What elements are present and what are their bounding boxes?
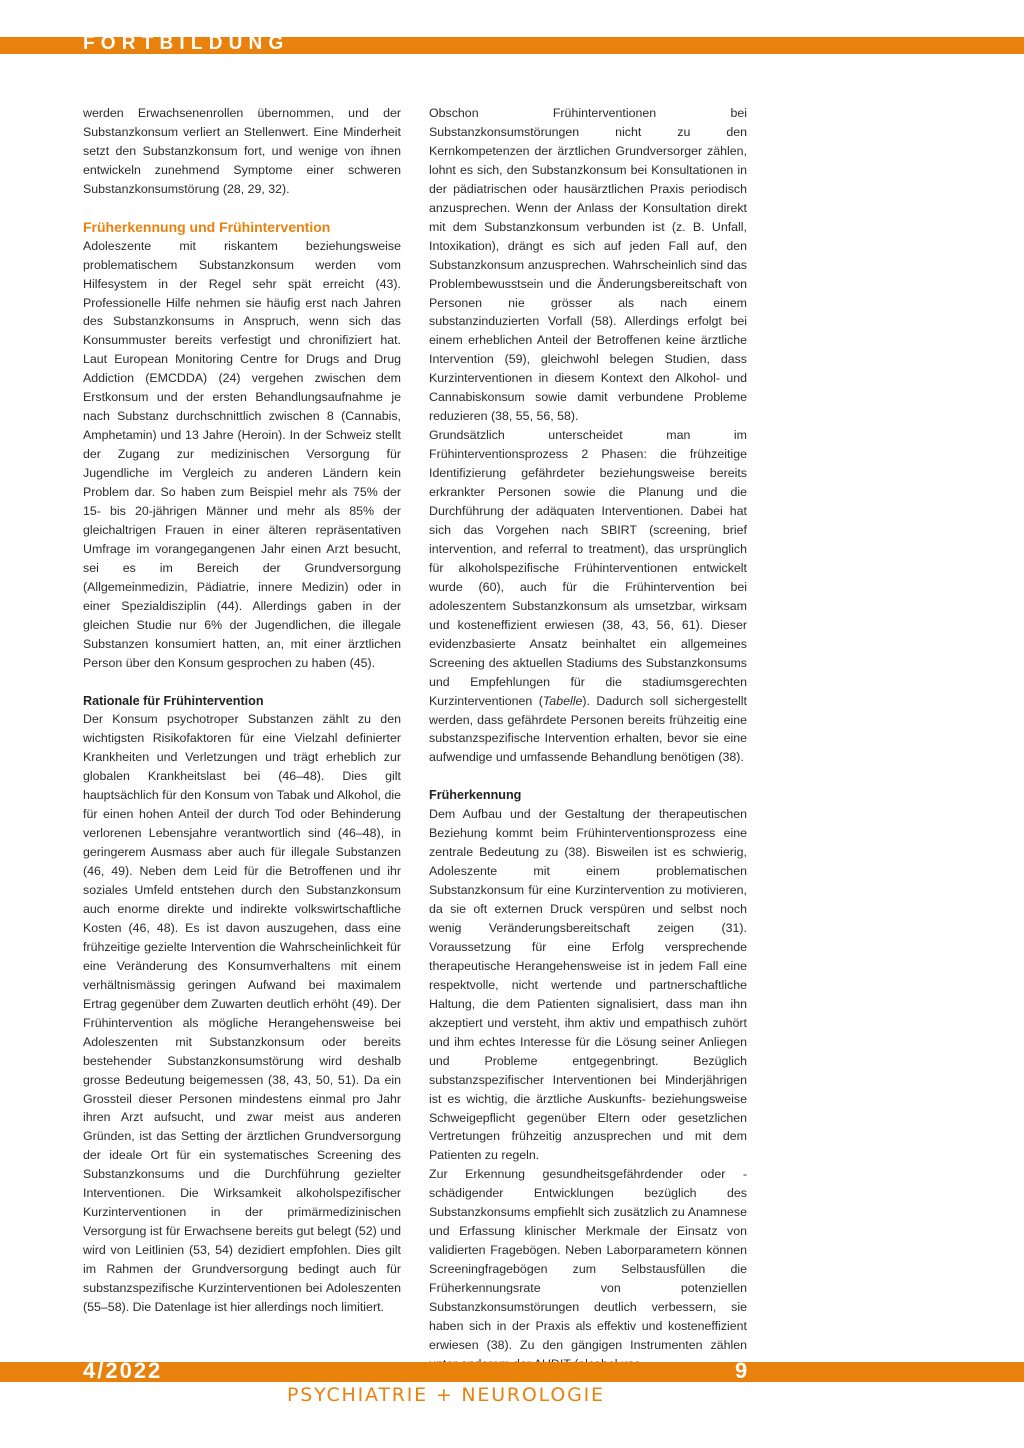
journal-name: PSYCHIATRIE + NEUROLOGIE xyxy=(287,1384,605,1406)
right-column xyxy=(429,104,747,1374)
paragraph-rationale: Der Konsum psychotroper Substanzen zählt zu den wichtigsten Risikofaktoren für eine Vielzahl definierter Krankheiten und Verletzungen und trägt erheblich zur globalen Krankheitslast bei (46–48). Dies gilt hauptsächlich für den Konsum von Tabak und Alkohol, die für einen hohen Anteil der durch Tod oder Behinderung verlorenen Lebensjahre verantwortlich sind (46–48), in geringerem Ausmass aber auch für illegale Substanzen (46, 49). Neben dem Leid für die Betroffenen und ihr soziales Umfeld entstehen durch den Substanzkonsum auch enorme direkte und indirekte volkswirtschaftliche Kosten (46, 48). Es ist davon auszugehen, dass eine frühzeitige gezielte Intervention die Wahrscheinlichkeit für eine Veränderung des Konsumverhaltens mit einem verhältnismässig geringen Aufwand bei maximalem Ertrag gegenüber dem Zuwarten deutlich erhöht (49). Der Frühintervention als mögliche Herangehensweise bei Adoleszenten mit Substanzkonsum oder bereits bestehender Substanzkonsumstörung wird deshalb grosse Bedeutung beigemessen (38, 43, 50, 51). Da ein Grossteil dieser Personen mindestens einmal pro Jahr ihren Arzt aufsucht, und zwar meist aus anderen Gründen, ist das Setting der ärztlichen Grundversorgung der ideale Ort für ein systematisches Screening des Substanzkonsums und die Durchführung gezielter Interventionen. Die Wirksamkeit alkoholspezifischer Kurzinterventionen in der primärmedizinischen Versorgung ist für Erwachsene bereits gut belegt (52) und wird von Leitlinien (53, 54) dezidiert empfohlen. Dies gilt im Rahmen der Grundversorgung bedingt auch für substanzspezifische Kurzinterventionen bei Adoleszenten (55–58). Die Datenlage ist hier allerdings noch limitiert. xyxy=(83,712,401,1315)
issue-label: 4/2022 xyxy=(83,1358,163,1383)
paragraph-frueherkennung: Adoleszente mit riskantem beziehungsweise problematischem Substanzkonsum werden vom Hilfesystem in der Regel sehr spät erreicht (43). Professionelle Hilfe nehmen sie häufig erst nach Jahren des Substanzkonsums in Anspruch, wenn sich das Konsummuster bereits verfestigt und chronifiziert hat. Laut European Monitoring Centre for Drugs and Drug Addiction (EMCDDA) (24) vergehen zwischen dem Erstkonsum und der ersten Behandlungsaufnahme je nach Substanz durchschnittlich zwischen 8 (Cannabis, Amphetamin) und 13 Jahre (Heroin). In der Schweiz stellt der Zugang zur medizinischen Versorgung für Jugendliche im Vergleich zu anderen Ländern kein Problem dar. So haben zum Beispiel mehr als 75% der 15- bis 20-jährigen Männer und mehr als 85% der gleichaltrigen Frauen in einer älteren repräsentativen Umfrage im vorangegangenen Jahr einen Arzt besucht, sei es im Bereich der Grundversorgung (Allgemeinmedizin, Pädiatrie, innere Medizin) oder in einer Spezialdisziplin (44). Allerdings gaben in der gleichen Studie nur 6% der Jugendlichen, die illegale Substanzen konsumiert hatten, an, mit einer ärztlichen Person über den Konsum gesprochen zu haben (45). xyxy=(83,238,401,670)
heading-frueherkennung: Früherkennung xyxy=(429,788,522,803)
paragraph-sbirt-part-2: ). Dadurch soll sichergestellt werden, dass gefährdete Personen bereits frühzeitig eine substanzspezifische Intervention erhalten, bevor sie eine aufwendige und umfassende Behandlung benötigen (38). xyxy=(429,693,747,765)
paragraph-sbirt xyxy=(429,426,747,767)
heading-rationale: Rationale für Frühintervention xyxy=(83,693,264,708)
paragraph-intro: werden Erwachsenenrollen übernommen, und der Substanzkonsum verliert an Stellenwert. Eine Minderheit setzt den Substanzkonsum fort, und wenige von ihnen entwickeln zunehmend Symptome einer schweren Substanzkonsumstörung (28, 29, 32). xyxy=(83,106,401,196)
left-column xyxy=(83,104,401,1317)
paragraph-screening: Zur Erkennung gesundheitsgefährdender oder -schädigender Entwicklungen bezüglich des Substanzkonsums empfiehlt sich zusätzlich zu Anamnese und Erfassung klinischer Merkmale der Einsatz von validierten Fragebögen. Neben Laborparametern können Screeningfragebögen zum Selbstausfüllen die Früherkennungsrate von potenziellen Substanzkonsumstörungen deutlich verbessern, sie haben sich in der Praxis als effektiv und kosteneffizient erwiesen (38). Zu den gängigen Instrumenten zählen xyxy=(429,1167,747,1352)
heading-frueherkennung-fruehintervention: Früherkennung und Frühintervention xyxy=(83,218,331,235)
paragraph-grundversorgung: Obschon Frühinterventionen bei Substanzkonsumstörungen nicht zu den Kernkompetenzen der ärztlichen Grundversorger zählen, lohnt es sich, den Substanzkonsum bei Konsultationen in der pädiatrischen oder hausärztlichen Praxis periodisch anzusprechen. Wenn der Anlass der Konsultation direkt mit dem Substanzkonsum verbunden ist (z. B. Unfall, Intoxikation), drängt es sich auf jeden Fall auf, den Substanzkonsum anzusprechen. Wahrscheinlich sind das Problembewusstsein und die Änderungsbereitschaft von Personen nie grösser als nach einem substanzinduzierten Vorfall (58). Allerdings erfolgt bei einem erheblichen Anteil der Betroffenen keine ärztliche Intervention (59), gleichwohl belegen Studien, dass Kurzinterventionen in diesem Kontext den Alkohol- und Cannabiskonsum sowie damit verbundene Probleme reduzieren (38, 55, 56, 58). xyxy=(429,106,747,424)
paragraph-sbirt-part-1: Grundsätzlich unterscheidet man im Frühinterventionsprozess 2 Phasen: die frühzeitige Identifizierung gefährdeter beziehungsweise bereits erkrankter Personen sowie die Planung und die Durchführung der adäquaten Interventionen. Dabei hat sich das Vorgehen nach SBIRT (screening, brief intervention, and referral to treatment), das ursprünglich für alkoholspezifische Frühinterventionen entwickelt wurde (60), auch für die Frühintervention bei adoleszentem Substanzkonsum als umsetzbar, wirksam und kosteneffizient erwiesen (38, 43, 56, 61). Dieser evidenzbasierte Ansatz beinhaltet ein allgemeines Screening des aktuellen Stadiums des Substanzkonsums und Empfehlungen für die stadiumsgerechten Kurzinterventionen ( xyxy=(429,428,747,708)
table-reference: Tabelle xyxy=(542,693,583,708)
page-number: 9 xyxy=(735,1358,748,1383)
paragraph-therapeutische-beziehung: Dem Aufbau und der Gestaltung der therapeutischen Beziehung kommt beim Frühinterventionsprozess eine zentrale Bedeutung zu (38). Bisweilen ist es schwierig, Adoleszente mit einem problematischen Substanzkonsum für eine Kurzintervention zu motivieren, da sie oft externen Druck verspüren und selbst noch wenig Veränderungsbereitschaft zeigen (31). Voraussetzung für eine Erfolg versprechende therapeutische Herangehensweise ist in jedem Fall eine respektvolle, nicht wertende und partnerschaftliche Haltung, die dem Patienten signalisiert, dass man ihn akzeptiert und versteht, ihm aktiv und empathisch zuhört und ihm echtes Interesse für die Lösung seiner Anliegen und Probleme entgegenbringt. Bezüglich substanzspezifischer Interventionen bei Minderjährigen ist es wichtig, die ärztliche Auskunfts- beziehungsweise Schweigepflicht gegenüber Eltern oder gesetzlichen Vertretungen frühzeitig anzusprechen und mit dem Patienten zu regeln. xyxy=(429,807,747,1163)
section-label: FORTBILDUNG xyxy=(83,33,290,54)
